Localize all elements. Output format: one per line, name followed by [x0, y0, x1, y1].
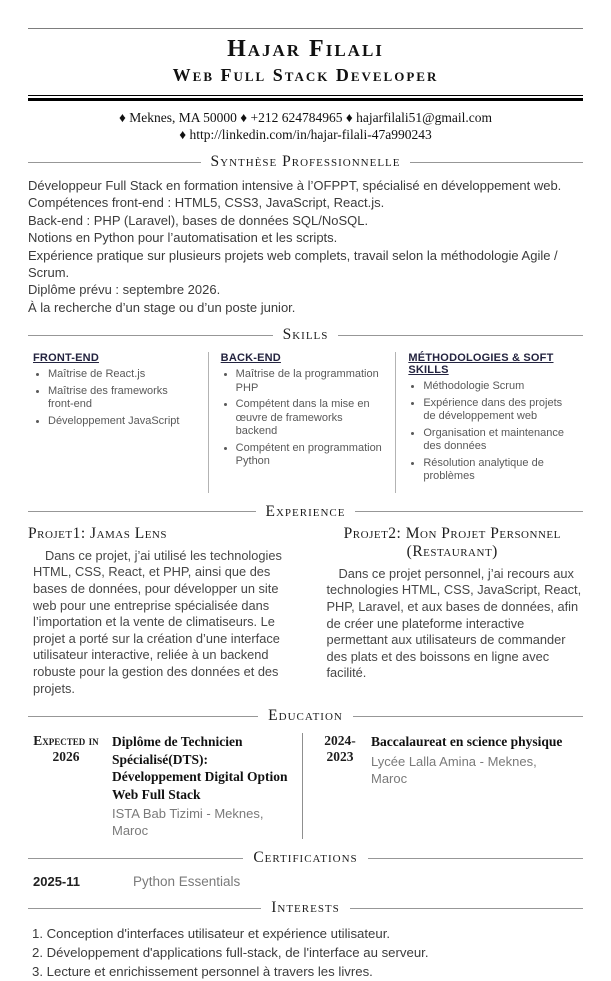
education-2-school: Lycée Lalla Amina - Meknes, Maroc [371, 753, 537, 786]
job-title: Web Full Stack Developer [172, 65, 439, 85]
certification-name: Python Essentials [133, 874, 241, 890]
skills-heading-frontend: FRONT-END [33, 352, 99, 365]
education-entry-2 [303, 733, 583, 839]
section-header-skills [28, 326, 583, 344]
section-title-education: Education [268, 707, 343, 725]
skill-item: • Maîtrise de la programmation PHP [236, 368, 384, 395]
education-1-date: Expected in 2026 [33, 733, 99, 765]
divider-line [338, 335, 583, 336]
skill-item: • Expérience dans des projets de développement web [423, 397, 571, 424]
education-1-degree: Diplôme de Technicien Spécialisé(DTS): Développement Digital Option Web Full Stack [112, 734, 288, 802]
contact-block [28, 109, 583, 143]
skills-columns [28, 352, 583, 493]
skills-heading-backend: BACK-END [220, 352, 281, 365]
divider-line [355, 511, 583, 512]
education-entry-1 [28, 733, 303, 839]
project-2-heading: Projet2: Mon Projet Personnel (Restaurant) [343, 524, 561, 560]
top-divider [28, 28, 583, 29]
education-2-body [363, 733, 563, 839]
skill-item: • Résolution analytique de problèmes [423, 457, 571, 484]
project-1-description: Dans ce projet, j’ai utilisé les technologies HTML, CSS, React, et PHP, ainsi que des bases de données, pour développer un site web pour une entreprise spécialisée dans l’importation et la vente de climatiseurs. Le projet a porté sur la création d’une interface utilisateur interactive, reliée à un backend robuste pour la gestion des données et des projets. [33, 547, 282, 696]
skill-item: • Méthodologie Scrum [423, 380, 571, 394]
rule-thick [28, 98, 583, 101]
skill-item: • Développement JavaScript [48, 415, 196, 429]
experience-project-2 [306, 525, 584, 697]
section-header-certifications [28, 849, 583, 867]
interest-item: 2. Développement d'applications full-stack, de l'interface au serveur. [32, 945, 429, 961]
education-1-school: ISTA Bab Tizimi - Meknes, Maroc [112, 806, 264, 839]
education-1-body [104, 733, 294, 839]
contact-line-2: ♦ http://linkedin.com/in/hajar-filali-47a990243 [179, 127, 432, 142]
project-1-heading: Projet1: Jamas Lens [28, 524, 167, 542]
skills-list-frontend [33, 368, 196, 428]
experience-project-1 [28, 525, 306, 697]
project-2-description: Dans ce projet personnel, j’ai recours aux technologies HTML, CSS, JavaScript, React, PHP, Laravel, et aux bases de données, afin de créer une plateforme interactive permettant aux utilisateurs de commander des plats et des boissons en ligne avec facilité. [326, 565, 582, 681]
skills-column-backend [208, 352, 396, 493]
skill-item: • Maîtrise des frameworks front-end [48, 385, 196, 412]
divider-line [368, 858, 583, 859]
divider-line [28, 908, 261, 909]
rule-thin [28, 95, 583, 96]
section-title-skills: Skills [282, 326, 329, 344]
section-title-experience: Experience [265, 502, 346, 520]
section-header-interests [28, 899, 583, 917]
candidate-name: Hajar Filali [227, 36, 384, 62]
skills-column-frontend [28, 352, 208, 493]
summary-line: Back-end : PHP (Laravel), bases de données SQL/NoSQL. [28, 212, 369, 228]
section-header-experience [28, 503, 583, 521]
skills-column-methodologies [395, 352, 583, 493]
contact-line-1: ♦ Meknes, MA 50000 ♦ +212 624784965 ♦ hajarfilali51@gmail.com [119, 110, 492, 125]
education-2-degree: Baccalaureat en science physique [371, 734, 563, 750]
skills-list-backend [221, 368, 384, 469]
skill-item: • Organisation et maintenance des données [423, 427, 571, 454]
divider-line [28, 511, 256, 512]
divider-line [410, 162, 583, 163]
summary-line: Expérience pratique sur plusieurs projets web complets, travail selon la méthodologie Agile / Scrum. [28, 247, 558, 281]
section-title-certifications: Certifications [253, 849, 358, 867]
summary-line: Développeur Full Stack en formation intensive à l’OFPPT, spécialisé en développement web. [28, 178, 562, 193]
certification-date: 2025-11 [33, 874, 80, 890]
skills-list-methodologies [408, 380, 571, 484]
education-columns [28, 733, 583, 839]
divider-line [28, 716, 258, 717]
section-header-education [28, 707, 583, 725]
summary-line: À la recherche d’un stage ou d’un poste junior. [28, 299, 296, 315]
summary-line: Notions en Python pour l’automatisation et les scripts. [28, 230, 338, 246]
summary-text [28, 177, 583, 316]
summary-line: Compétences front-end : HTML5, CSS3, JavaScript, React.js. [28, 195, 385, 211]
summary-line: Diplôme prévu : septembre 2026. [28, 282, 221, 298]
divider-line [353, 716, 583, 717]
section-title-interests: Interests [271, 899, 340, 917]
interests-list [28, 924, 463, 981]
education-2-date: 2024-2023 [324, 733, 356, 765]
divider-line [28, 335, 273, 336]
skill-item: • Compétent dans la mise en œuvre de frameworks backend [236, 398, 384, 439]
divider-line [350, 908, 583, 909]
interest-item: 3. Lecture et enrichissement personnel à travers les livres. [32, 964, 373, 980]
experience-columns [28, 525, 583, 697]
divider-line [28, 858, 243, 859]
section-title-summary: Synthèse Professionnelle [210, 153, 401, 170]
skill-item: • Compétent en programmation Python [236, 442, 384, 469]
skill-item: • Maîtrise de React.js [48, 368, 196, 382]
certification-entry [28, 874, 583, 889]
interest-item: 1. Conception d'interfaces utilisateur et expérience utilisateur. [32, 926, 391, 942]
section-header-summary [28, 153, 583, 171]
divider-line [28, 162, 201, 163]
skills-heading-methodologies: MÉTHODOLOGIES & SOFT SKILLS [408, 352, 554, 377]
header-double-rule [28, 95, 583, 101]
